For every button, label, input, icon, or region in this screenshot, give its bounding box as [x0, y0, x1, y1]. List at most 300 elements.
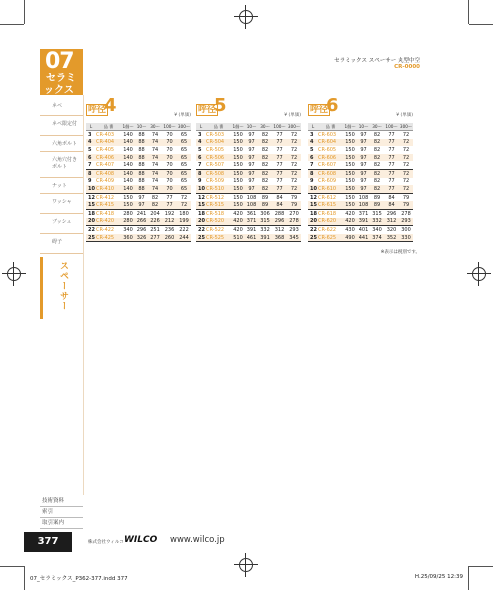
price-cell: 288 — [272, 209, 287, 217]
length-cell: 5 — [310, 146, 314, 153]
price-cell: 82 — [370, 139, 384, 147]
link-technical-data[interactable]: 技術資料 — [40, 496, 83, 507]
price-cell: 222 — [177, 226, 191, 234]
price-cell: 241 — [136, 210, 147, 217]
length-cell: 20 — [310, 218, 317, 225]
company-name: 株式会社ウィルコ — [88, 540, 124, 545]
price-cell: 72 — [399, 139, 413, 147]
price-cell: 89 — [258, 201, 272, 209]
sidebar-item-socket-bolt[interactable]: 六角穴付き ボルト — [40, 152, 83, 178]
website-url[interactable]: www.wilco.jp — [170, 535, 225, 545]
price-cell: 88 — [138, 146, 145, 153]
table-row[interactable] — [86, 161, 191, 169]
table-row[interactable] — [86, 139, 191, 147]
price-cell: 72 — [287, 139, 301, 147]
table-row[interactable] — [196, 131, 301, 139]
price-cell: 212 — [162, 218, 177, 226]
column-header: 100～ — [385, 123, 398, 129]
price-cell: 332 — [258, 226, 272, 234]
price-cell: 72 — [399, 185, 413, 193]
part-number-cell: CR-609 — [318, 178, 337, 185]
table-row[interactable] — [86, 185, 191, 193]
price-cell: 77 — [388, 178, 395, 185]
price-cell: 97 — [357, 139, 370, 147]
price-cell: 82 — [373, 146, 381, 153]
table-row[interactable] — [86, 218, 191, 226]
table-row[interactable] — [86, 178, 191, 186]
registration-mark-top — [234, 5, 258, 29]
price-cell: 82 — [148, 201, 162, 209]
price-cell: 320 — [384, 226, 399, 234]
price-cell: 312 — [272, 226, 287, 234]
sidebar-item-nut[interactable]: ナット — [40, 178, 83, 194]
table-title — [196, 95, 301, 123]
price-cell: 244 — [177, 234, 191, 242]
price-cell: 97 — [357, 169, 370, 177]
crop-mark — [468, 0, 469, 24]
price-cell: 72 — [290, 162, 298, 169]
price-cell: 150 — [343, 139, 357, 147]
price-cell: 368 — [272, 234, 287, 242]
table-row[interactable] — [196, 193, 301, 201]
price-cell: 266 — [136, 218, 147, 225]
part-number-cell: CR-507 — [206, 162, 225, 169]
part-number-cell: CR-604 — [318, 139, 343, 147]
price-cell: 97 — [357, 154, 370, 162]
price-table-block — [308, 95, 413, 242]
length-cell: 25 — [88, 234, 95, 241]
price-cell: 391 — [358, 218, 369, 225]
price-table-block — [196, 95, 301, 242]
price-cell: 89 — [370, 193, 384, 201]
price-cell: 77 — [276, 178, 283, 185]
table-row[interactable] — [308, 131, 413, 139]
price-cell: 296 — [384, 209, 399, 217]
price-cell: 300 — [399, 226, 413, 234]
price-cell: 361 — [246, 210, 257, 217]
chapter-title-line2: ックス — [44, 85, 74, 96]
length-cell: 4 — [308, 139, 318, 147]
column-header: 100～ — [273, 123, 286, 129]
price-cell: 77 — [384, 169, 399, 177]
column-header: 10～ — [246, 123, 257, 129]
price-cell: 420 — [343, 218, 357, 226]
price-cell: 312 — [384, 218, 399, 226]
price-cell: 74 — [151, 146, 159, 153]
price-cell: 140 — [121, 139, 135, 147]
table-row[interactable] — [86, 154, 191, 162]
sidebar-item-spacer-active[interactable] — [40, 257, 83, 319]
part-number-cell: CR-408 — [96, 169, 121, 177]
length-cell: 4 — [196, 139, 206, 147]
price-cell: 82 — [261, 178, 269, 185]
registration-mark-left — [2, 262, 26, 286]
table-row[interactable] — [86, 131, 191, 139]
price-cell: 97 — [135, 201, 148, 209]
length-cell: 3 — [198, 131, 202, 138]
price-cell: 97 — [245, 139, 258, 147]
table-row[interactable] — [86, 201, 191, 209]
sidebar-active-label: スペーサー — [58, 261, 68, 311]
length-cell: 20 — [88, 218, 95, 225]
price-cell: 315 — [370, 209, 384, 217]
price-table — [196, 123, 301, 242]
sidebar-item-screws[interactable]: ネベ — [40, 98, 83, 116]
price-cell: 70 — [166, 131, 173, 138]
part-number-cell: CR-625 — [318, 234, 343, 242]
table-row[interactable] — [196, 161, 301, 169]
price-table — [86, 123, 191, 242]
column-header: 品 番 — [206, 123, 231, 131]
price-cell: 97 — [248, 131, 255, 138]
length-cell: 22 — [88, 226, 95, 233]
price-cell: 77 — [276, 146, 283, 153]
price-cell: 278 — [287, 218, 301, 226]
table-header-row — [308, 123, 413, 131]
price-cell: 65 — [177, 169, 191, 177]
table-row[interactable] — [86, 226, 191, 234]
price-cell: 140 — [121, 169, 135, 177]
table-row[interactable] — [308, 226, 413, 234]
sidebar-item-screws-limited[interactable]: ネベ限定付 — [40, 116, 83, 136]
part-number-cell: CR-503 — [206, 131, 225, 138]
price-cell: 97 — [360, 178, 367, 185]
column-header: 品 番 — [96, 123, 121, 131]
length-cell: 12 — [88, 194, 95, 201]
price-cell: 236 — [162, 226, 177, 234]
price-cell: 74 — [148, 154, 162, 162]
price-cell: 97 — [360, 131, 367, 138]
part-number-cell: CR-425 — [96, 234, 121, 242]
table-row[interactable] — [196, 201, 301, 209]
price-cell: 140 — [123, 146, 133, 153]
price-cell: 77 — [272, 169, 287, 177]
sidebar-item-bush[interactable]: ブッシュ — [40, 214, 83, 234]
price-cell: 150 — [231, 139, 245, 147]
price-cell: 65 — [177, 185, 191, 193]
part-number-cell: CR-515 — [206, 201, 231, 209]
length-cell: 7 — [198, 162, 202, 169]
price-cell: 510 — [231, 234, 245, 242]
price-cell: 70 — [166, 178, 173, 185]
table-row[interactable] — [308, 169, 413, 177]
price-cell: 77 — [388, 162, 395, 169]
part-number-cell: CR-615 — [318, 201, 343, 209]
link-index[interactable]: 索引 — [40, 507, 83, 518]
price-cell: 150 — [233, 146, 243, 153]
column-header: 300～ — [177, 123, 191, 129]
column-header: 30～ — [148, 123, 162, 131]
length-cell: 8 — [196, 169, 206, 177]
table-row[interactable] — [86, 169, 191, 177]
table-row[interactable] — [196, 169, 301, 177]
length-cell: 8 — [308, 169, 318, 177]
length-cell: 18 — [198, 210, 205, 217]
crop-mark — [24, 0, 25, 24]
price-cell: 79 — [399, 201, 413, 209]
price-cell: 270 — [287, 209, 301, 217]
price-cell: 441 — [358, 234, 369, 241]
price-cell: 88 — [138, 162, 145, 169]
price-cell: 82 — [258, 169, 272, 177]
price-cell: 77 — [384, 154, 399, 162]
price-cell: 77 — [162, 201, 177, 209]
price-cell: 352 — [384, 234, 399, 242]
price-cell: 150 — [345, 162, 355, 169]
part-number-cell: CR-508 — [206, 169, 231, 177]
price-cell: 150 — [343, 201, 357, 209]
price-cell: 82 — [261, 162, 269, 169]
price-cell: 150 — [231, 169, 245, 177]
price-cell: 150 — [233, 131, 243, 138]
price-cell: 97 — [245, 154, 258, 162]
price-cell: 77 — [388, 146, 395, 153]
price-cell: 192 — [162, 209, 177, 217]
link-trade-info[interactable]: 取引案内 — [40, 518, 83, 529]
part-number-cell: CR-512 — [206, 193, 231, 201]
table-row[interactable] — [196, 146, 301, 154]
price-cell: 74 — [151, 178, 159, 185]
price-cell: 420 — [343, 209, 357, 217]
price-cell: 65 — [180, 162, 188, 169]
table-title — [308, 95, 413, 123]
column-header: 1個～ — [344, 123, 356, 129]
table-title — [86, 95, 191, 123]
price-cell: 82 — [261, 131, 269, 138]
table-row[interactable] — [86, 234, 191, 242]
table-row[interactable] — [196, 178, 301, 186]
part-number-cell: CR-622 — [318, 226, 343, 234]
chapter-number: 07 — [45, 49, 74, 74]
price-cell: 72 — [399, 169, 413, 177]
price-cell: 420 — [231, 226, 245, 234]
registration-mark-bottom — [234, 553, 258, 577]
part-number-cell: CR-406 — [96, 154, 121, 162]
table-row[interactable] — [196, 154, 301, 162]
part-number-cell: CR-404 — [96, 139, 121, 147]
length-cell: 6 — [86, 154, 96, 162]
diameter-prefix: 呼径 — [198, 105, 217, 115]
part-number-cell: CR-612 — [318, 193, 343, 201]
part-number-cell: CR-522 — [206, 226, 231, 234]
part-number-cell: CR-422 — [96, 226, 121, 234]
column-header: 10～ — [358, 123, 369, 129]
price-cell: 97 — [248, 162, 255, 169]
price-cell: 278 — [399, 209, 413, 217]
table-row[interactable] — [86, 146, 191, 154]
length-cell: 3 — [310, 131, 314, 138]
length-cell: 25 — [310, 234, 317, 241]
part-number-cell: CR-509 — [206, 178, 225, 185]
length-cell: 12 — [310, 194, 317, 201]
price-cell: 77 — [272, 154, 287, 162]
price-cell: 72 — [177, 193, 191, 201]
crop-mark — [469, 566, 493, 567]
length-cell: 4 — [86, 139, 96, 147]
price-cell: 79 — [287, 193, 301, 201]
diameter-prefix: 呼径 — [310, 105, 329, 115]
table-row[interactable] — [196, 185, 301, 193]
table-row[interactable] — [86, 193, 191, 201]
price-cell: 72 — [399, 154, 413, 162]
table-row[interactable] — [308, 218, 413, 226]
price-cell: 77 — [276, 131, 283, 138]
part-number-cell: CR-505 — [206, 146, 225, 153]
column-header: 1個～ — [232, 123, 244, 129]
bottom-links — [40, 496, 83, 529]
price-cell: 280 — [121, 218, 135, 226]
price-cell: 72 — [290, 131, 298, 138]
crop-mark — [0, 24, 24, 25]
table-row[interactable] — [308, 146, 413, 154]
price-cell: 150 — [231, 193, 245, 201]
table-row[interactable] — [308, 178, 413, 186]
price-cell: 74 — [148, 185, 162, 193]
price-cell: 82 — [370, 185, 384, 193]
price-cell: 97 — [357, 185, 370, 193]
column-header: 30～ — [370, 123, 384, 131]
column-header: L — [86, 123, 96, 131]
price-cell: 199 — [177, 218, 191, 226]
price-cell: 77 — [162, 193, 177, 201]
length-cell: 20 — [198, 218, 205, 225]
price-cell: 84 — [272, 193, 287, 201]
chapter-tab[interactable] — [40, 49, 83, 95]
price-cell: 97 — [135, 193, 148, 201]
price-cell: 140 — [121, 185, 135, 193]
price-cell: 77 — [384, 139, 399, 147]
part-number-cell: CR-605 — [318, 146, 337, 153]
price-cell: 82 — [258, 139, 272, 147]
table-row[interactable] — [308, 185, 413, 193]
price-cell: 140 — [123, 178, 133, 185]
length-cell: 25 — [198, 234, 205, 241]
price-cell: 70 — [162, 154, 177, 162]
price-cell: 108 — [358, 202, 369, 209]
price-cell: 204 — [148, 209, 162, 217]
price-cell: 70 — [166, 146, 173, 153]
price-cell: 293 — [399, 218, 413, 226]
price-cell: 180 — [177, 209, 191, 217]
length-cell: 9 — [88, 178, 92, 185]
price-unit-label: ¥ (単価) — [396, 113, 413, 118]
price-cell: 79 — [287, 201, 301, 209]
crop-mark — [469, 24, 493, 25]
price-cell: 65 — [177, 139, 191, 147]
column-header: 30～ — [258, 123, 272, 131]
length-cell: 22 — [198, 226, 205, 233]
table-row[interactable] — [196, 139, 301, 147]
table-row[interactable] — [196, 226, 301, 234]
price-cell: 150 — [345, 131, 355, 138]
crop-mark — [468, 566, 469, 590]
table-row[interactable] — [196, 218, 301, 226]
price-cell: 72 — [402, 178, 410, 185]
table-row[interactable] — [86, 209, 191, 217]
part-number-cell: CR-518 — [206, 209, 231, 217]
price-cell: 150 — [345, 178, 355, 185]
sidebar-item-insulator[interactable]: 碍子 — [40, 234, 83, 254]
price-cell: 70 — [162, 185, 177, 193]
sidebar-item-hex-bolt[interactable]: 六角ボルト — [40, 136, 83, 152]
price-cell: 140 — [121, 154, 135, 162]
price-cell: 82 — [261, 146, 269, 153]
column-header: 300～ — [399, 123, 413, 129]
price-cell: 70 — [162, 139, 177, 147]
price-cell: 65 — [177, 154, 191, 162]
wilco-logo: WILCO — [124, 535, 158, 545]
price-cell: 84 — [384, 193, 399, 201]
part-number-cell: CR-403 — [96, 131, 115, 138]
part-number-cell: CR-405 — [96, 146, 115, 153]
price-cell: 97 — [360, 162, 367, 169]
part-number-cell: CR-506 — [206, 154, 231, 162]
part-number-cell: CR-510 — [206, 185, 231, 193]
length-cell: 3 — [88, 131, 92, 138]
price-cell: 82 — [373, 178, 381, 185]
table-row[interactable] — [308, 234, 413, 242]
table-row[interactable] — [196, 209, 301, 217]
price-cell: 97 — [245, 169, 258, 177]
length-cell: 15 — [310, 202, 317, 209]
table-row[interactable] — [308, 209, 413, 217]
length-cell: 10 — [198, 185, 205, 192]
price-cell: 97 — [360, 146, 367, 153]
price-cell: 150 — [343, 154, 357, 162]
price-cell: 150 — [233, 162, 243, 169]
price-cell: 150 — [231, 154, 245, 162]
price-cell: 84 — [272, 201, 287, 209]
table-header-row — [196, 123, 301, 131]
price-cell: 72 — [287, 185, 301, 193]
price-cell: 140 — [123, 162, 133, 169]
price-cell: 391 — [246, 226, 257, 233]
part-number-cell: CR-603 — [318, 131, 337, 138]
table-row[interactable] — [308, 154, 413, 162]
price-cell: 371 — [246, 218, 257, 225]
price-cell: 88 — [135, 169, 148, 177]
price-cell: 97 — [248, 178, 255, 185]
part-number-cell: CR-608 — [318, 169, 343, 177]
price-cell: 74 — [151, 162, 159, 169]
table-row[interactable] — [196, 234, 301, 242]
price-cell: 82 — [373, 131, 381, 138]
price-cell: 72 — [402, 162, 410, 169]
price-cell: 108 — [358, 194, 369, 201]
table-row[interactable] — [308, 161, 413, 169]
table-row[interactable] — [308, 139, 413, 147]
sidebar-item-washer[interactable]: ワッシャ — [40, 194, 83, 214]
length-cell: 9 — [310, 178, 314, 185]
price-table — [308, 123, 413, 242]
price-cell: 150 — [343, 185, 357, 193]
price-cell: 260 — [162, 234, 177, 242]
table-row[interactable] — [308, 193, 413, 201]
table-row[interactable] — [308, 201, 413, 209]
length-cell: 10 — [310, 185, 317, 192]
price-cell: 251 — [148, 226, 162, 234]
price-cell: 82 — [373, 162, 381, 169]
diameter-value: 4 — [104, 95, 117, 116]
price-cell: 88 — [135, 154, 148, 162]
column-header: 100～ — [163, 123, 176, 129]
part-number-cell: CR-610 — [318, 185, 343, 193]
part-number-cell: CR-618 — [318, 209, 343, 217]
price-cell: 360 — [121, 234, 135, 242]
price-cell: 280 — [121, 209, 135, 217]
price-cell: 65 — [180, 131, 188, 138]
price-cell: 72 — [290, 146, 298, 153]
